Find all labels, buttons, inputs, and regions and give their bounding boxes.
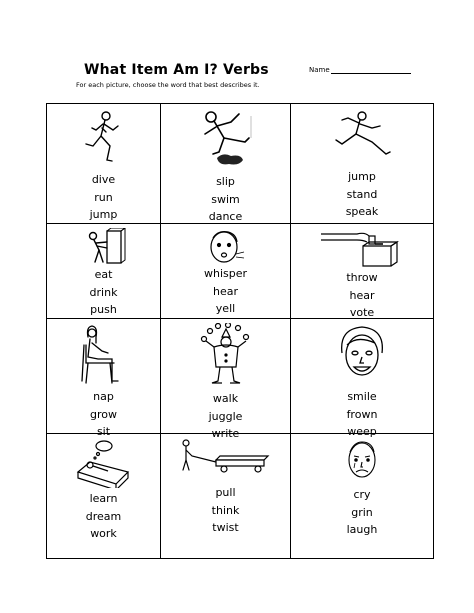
word-choice[interactable]: smile — [347, 390, 377, 403]
word-choice[interactable]: sit — [96, 425, 111, 438]
runner-picture — [74, 108, 134, 168]
word-choices — [47, 490, 160, 543]
picture-grid — [46, 103, 434, 559]
worksheet-title: What Item Am I? Verbs — [84, 62, 269, 78]
word-choice[interactable]: jump — [348, 170, 376, 183]
word-choice[interactable]: weep — [347, 425, 377, 438]
word-choice[interactable]: throw — [346, 271, 378, 284]
word-choice[interactable]: walk — [212, 392, 239, 405]
person-thinking-on-bed-picture — [74, 438, 134, 488]
word-choice[interactable]: run — [94, 190, 113, 204]
word-choice[interactable]: dream — [85, 509, 122, 523]
person-pulling-wagon-picture — [176, 438, 276, 474]
word-choices — [291, 269, 433, 322]
cell-pushing-person — [47, 224, 161, 319]
word-choice[interactable]: laugh — [346, 523, 378, 536]
cell-crying-face — [291, 434, 433, 558]
word-choice[interactable]: swim — [211, 192, 240, 206]
leaping-person-picture — [322, 108, 402, 166]
word-choice[interactable]: cry — [353, 488, 371, 501]
child-face-whistling-picture — [206, 228, 246, 266]
cell-child-face — [161, 224, 291, 319]
cell-seated-woman — [47, 319, 161, 438]
word-choice[interactable]: jump — [89, 208, 118, 221]
word-choice[interactable]: hear — [349, 288, 375, 302]
word-choice[interactable]: eat — [94, 268, 113, 281]
word-choice[interactable]: pull — [215, 486, 236, 499]
cell-slipping-figure — [161, 104, 291, 224]
word-choice[interactable]: work — [90, 527, 117, 540]
word-choices — [161, 173, 290, 226]
woman-sitting-in-chair-picture — [74, 323, 134, 387]
word-choice[interactable]: frown — [346, 407, 378, 421]
word-choice[interactable]: whisper — [203, 267, 248, 280]
name-label: Name — [309, 66, 330, 74]
word-choice[interactable]: yell — [215, 302, 236, 315]
cell-pulling-wagon — [161, 434, 291, 558]
word-choice[interactable]: slip — [216, 175, 235, 188]
cell-thinking-person — [47, 434, 161, 558]
instructions: For each picture, choose the word that best describes it. — [76, 81, 260, 89]
word-choice[interactable]: speak — [345, 205, 379, 218]
cell-juggling-clown — [161, 319, 291, 440]
cell-ballot-box — [291, 224, 433, 319]
word-choices — [47, 171, 160, 224]
word-choice[interactable]: hear — [212, 284, 238, 298]
word-choices — [291, 388, 433, 441]
word-choices — [47, 266, 160, 319]
word-choice[interactable]: grin — [351, 505, 373, 519]
word-choice[interactable]: write — [211, 427, 240, 440]
word-choice[interactable]: twist — [212, 521, 239, 534]
word-choice[interactable]: drink — [89, 285, 118, 299]
name-blank-line[interactable] — [331, 67, 411, 74]
cell-leaping-person — [291, 104, 433, 224]
word-choice[interactable]: nap — [93, 390, 114, 403]
person-pushing-box-picture — [79, 228, 129, 266]
word-choice[interactable]: juggle — [208, 409, 243, 423]
hand-voting-ballot-box-picture — [317, 228, 407, 268]
word-choices — [47, 388, 160, 441]
word-choice[interactable]: vote — [349, 306, 375, 319]
word-choice[interactable]: grow — [90, 407, 117, 421]
word-choices — [291, 168, 433, 221]
word-choices — [161, 484, 290, 537]
smiling-face-picture — [337, 323, 387, 383]
word-choice[interactable]: dance — [208, 210, 243, 223]
cell-smiling-face — [291, 319, 433, 438]
slipping-stick-figure-picture — [191, 108, 261, 170]
word-choice[interactable]: dive — [91, 173, 116, 186]
crying-face-picture — [342, 438, 382, 482]
word-choice[interactable]: push — [90, 303, 117, 316]
word-choices — [291, 486, 433, 539]
word-choices — [161, 265, 290, 318]
juggling-clown-picture — [196, 323, 256, 387]
word-choice[interactable]: think — [211, 503, 240, 517]
word-choice[interactable]: learn — [89, 492, 118, 505]
word-choice[interactable]: stand — [346, 187, 378, 201]
cell-runner — [47, 104, 161, 224]
name-field[interactable] — [309, 66, 411, 74]
